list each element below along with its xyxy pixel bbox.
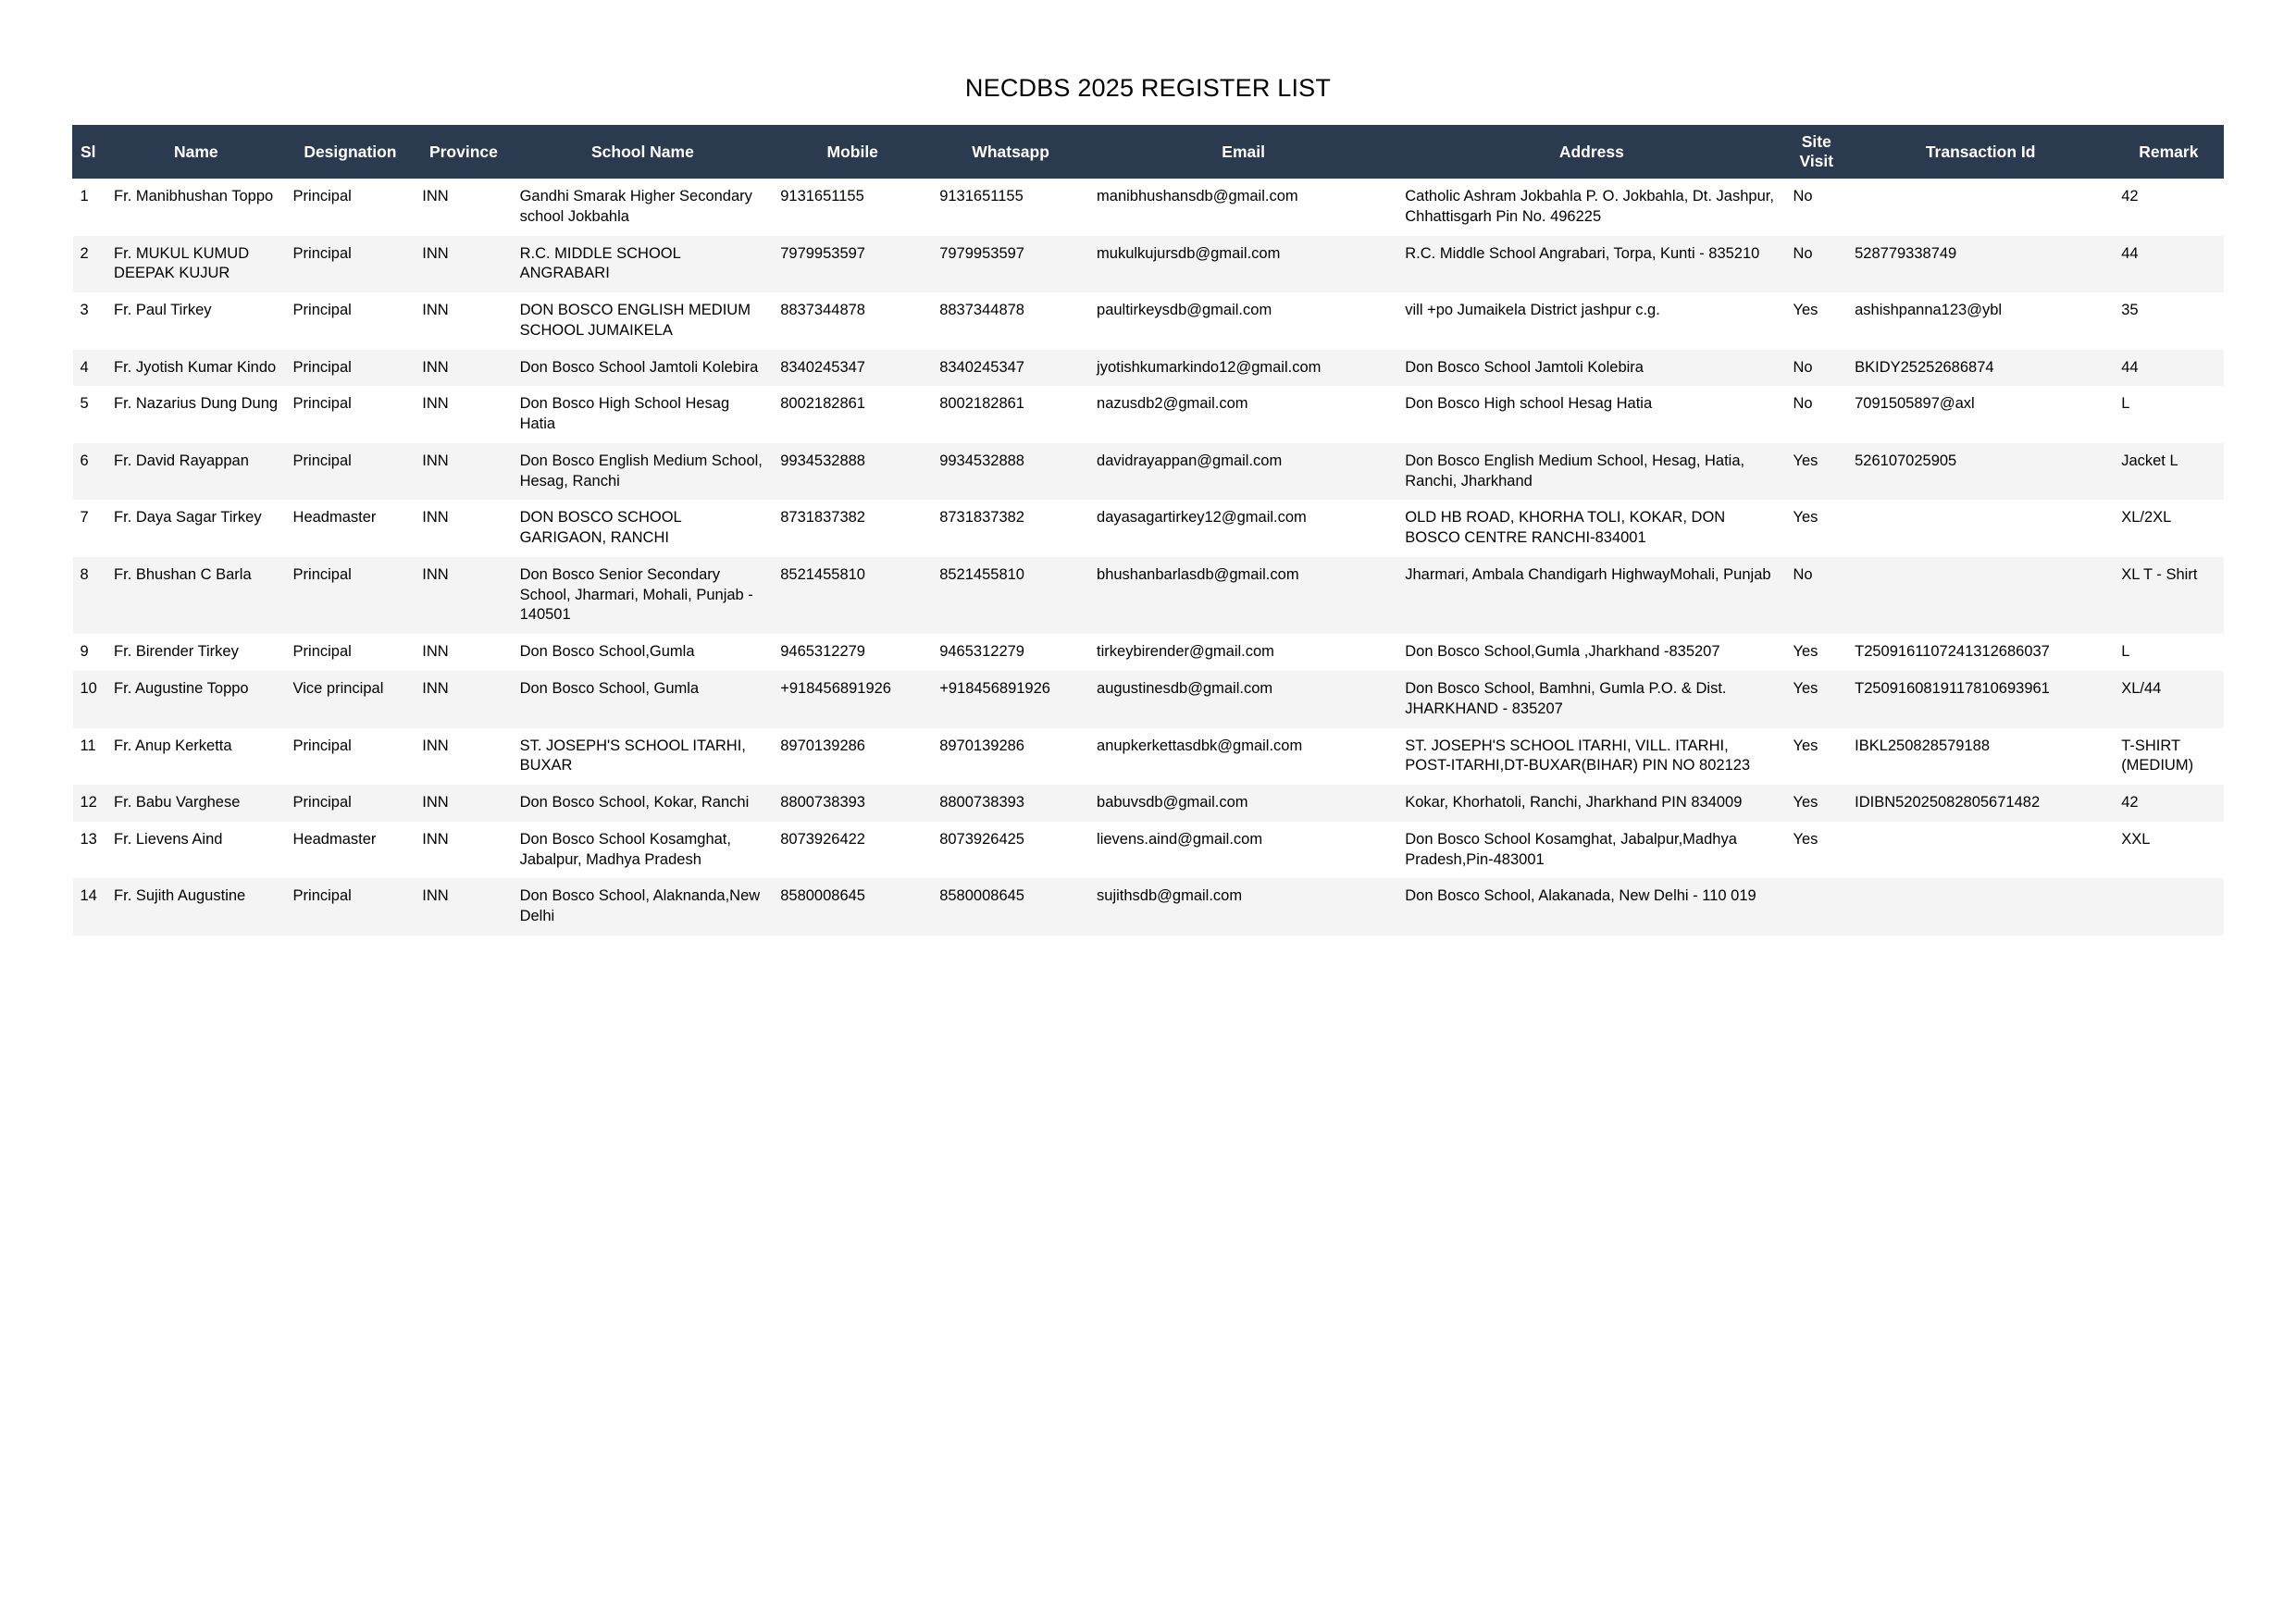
cell-whatsapp: 9465312279 <box>939 643 1024 661</box>
column-header-site-visit: Site Visit <box>1785 126 1847 179</box>
cell-mobile: 8073926422 <box>780 830 865 848</box>
cell-designation: Vice principal <box>292 680 384 698</box>
cell-whatsapp: 8800738393 <box>939 794 1024 812</box>
cell-address: R.C. Middle School Angrabari, Torpa, Kunti - 835210 <box>1405 244 1760 262</box>
cell-designation: Principal <box>292 395 352 413</box>
cell-address: Don Bosco School Kosamghat, Jabalpur,Madhya Pradesh,Pin-483001 <box>1405 830 1737 868</box>
cell-designation: Principal <box>292 737 352 754</box>
cell-province: INN <box>422 509 449 527</box>
cell-remark: Jacket L <box>2121 452 2178 469</box>
cell-site-visit: No <box>1793 395 1813 413</box>
cell-email: lievens.aind@gmail.com <box>1097 830 1263 848</box>
cell-name: Fr. Birender Tirkey <box>114 643 239 661</box>
cell-school-name: Don Bosco School, Gumla <box>519 680 700 698</box>
cell-site-visit: Yes <box>1793 302 1818 319</box>
cell-address: Jharmari, Ambala Chandigarh HighwayMohali, Punjab <box>1405 565 1771 583</box>
cell-remark: 44 <box>2121 244 2139 262</box>
table-row <box>73 500 2224 557</box>
cell-email: paultirkeysdb@gmail.com <box>1097 302 1272 319</box>
column-header-mobile: Mobile <box>773 126 932 179</box>
cell-whatsapp: 8340245347 <box>939 358 1024 376</box>
cell-province: INN <box>422 565 449 583</box>
cell-mobile: 7979953597 <box>780 244 865 262</box>
cell-name: Fr. Babu Varghese <box>114 794 241 812</box>
cell-email: mukulkujursdb@gmail.com <box>1097 244 1281 262</box>
page-title: NECDBS 2025 REGISTER LIST <box>964 74 1332 102</box>
cell-whatsapp: 7979953597 <box>939 244 1024 262</box>
cell-province: INN <box>422 643 449 661</box>
column-header-remark: Remark <box>2114 126 2223 179</box>
table-row <box>73 443 2224 501</box>
cell-transaction-id <box>1847 822 2114 879</box>
cell-whatsapp: 8970139286 <box>939 737 1024 754</box>
cell-mobile: 8970139286 <box>780 737 865 754</box>
column-header-designation: Designation <box>286 126 416 179</box>
cell-mobile: 9131651155 <box>780 188 864 204</box>
cell-email: anupkerkettasdbk@gmail.com <box>1097 737 1303 754</box>
cell-province: INN <box>422 395 449 413</box>
cell-remark: XXL <box>2121 830 2151 848</box>
cell-school-name: DON BOSCO ENGLISH MEDIUM SCHOOL JUMAIKELA <box>519 302 751 339</box>
cell-mobile: 8837344878 <box>780 302 865 319</box>
column-header-email: Email <box>1089 126 1397 179</box>
cell-sl: 5 <box>80 395 89 413</box>
cell-transaction-id: BKIDY25252686874 <box>1855 358 1994 376</box>
column-header-name: Name <box>106 126 285 179</box>
cell-transaction-id: IBKL250828579188 <box>1855 737 1990 754</box>
cell-site-visit: No <box>1793 188 1813 204</box>
cell-remark: XL/44 <box>2121 680 2162 698</box>
cell-remark: 42 <box>2121 794 2139 812</box>
cell-designation: Headmaster <box>292 509 377 527</box>
cell-email: manibhushansdb@gmail.com <box>1097 188 1298 204</box>
cell-whatsapp: +918456891926 <box>939 680 1050 698</box>
cell-transaction-id <box>1847 557 2114 634</box>
cell-email: sujithsdb@gmail.com <box>1097 887 1243 905</box>
cell-transaction-id <box>1847 500 2114 557</box>
cell-designation: Principal <box>292 188 352 204</box>
cell-address: Catholic Ashram Jokbahla P. O. Jokbahla, Dt. Jashpur, Chhattisgarh Pin No. 496225 <box>1405 188 1774 225</box>
cell-school-name: Don Bosco High School Hesag Hatia <box>519 395 730 433</box>
cell-whatsapp: 8837344878 <box>939 302 1024 319</box>
cell-whatsapp: 8731837382 <box>939 509 1024 527</box>
column-header-province: Province <box>415 126 512 179</box>
cell-designation: Headmaster <box>292 830 377 848</box>
cell-sl: 12 <box>80 794 97 812</box>
cell-site-visit: Yes <box>1793 737 1818 754</box>
cell-designation: Principal <box>292 794 352 812</box>
cell-mobile: 8580008645 <box>780 887 865 905</box>
cell-mobile: 8340245347 <box>780 358 865 376</box>
cell-remark: 42 <box>2121 188 2139 204</box>
cell-address: OLD HB ROAD, KHORHA TOLI, KOKAR, DON BOSCO CENTRE RANCHI-834001 <box>1405 509 1726 547</box>
cell-address: Don Bosco School, Bamhni, Gumla P.O. & Dist. JHARKHAND - 835207 <box>1405 680 1727 717</box>
cell-remark: L <box>2121 395 2130 413</box>
table-row <box>73 292 2224 350</box>
cell-remark: XL T - Shirt <box>2121 565 2198 583</box>
cell-transaction-id: 528779338749 <box>1855 244 1957 262</box>
table-row <box>73 671 2224 728</box>
cell-name: Fr. Augustine Toppo <box>114 680 249 698</box>
cell-name: Fr. Daya Sagar Tirkey <box>114 509 262 527</box>
cell-transaction-id <box>1847 179 2114 236</box>
cell-sl: 7 <box>80 509 89 527</box>
cell-email: bhushanbarlasdb@gmail.com <box>1097 565 1299 583</box>
column-header-address: Address <box>1397 126 1785 179</box>
cell-name: Fr. Lievens Aind <box>114 830 223 848</box>
register-table-container <box>0 125 2296 935</box>
cell-email: davidrayappan@gmail.com <box>1097 452 1283 469</box>
cell-sl: 2 <box>80 244 89 262</box>
cell-school-name: Don Bosco School Kosamghat, Jabalpur, Madhya Pradesh <box>519 830 731 868</box>
cell-school-name: DON BOSCO SCHOOL GARIGAON, RANCHI <box>519 509 682 547</box>
cell-sl: 9 <box>80 643 89 661</box>
cell-name: Fr. David Rayappan <box>114 452 249 469</box>
cell-name: Fr. Manibhushan Toppo <box>114 188 274 204</box>
cell-province: INN <box>422 737 449 754</box>
cell-site-visit <box>1785 878 1847 935</box>
cell-site-visit: No <box>1793 565 1813 583</box>
cell-transaction-id: 7091505897@axl <box>1855 395 1975 413</box>
cell-school-name: Don Bosco School, Alaknanda,New Delhi <box>519 887 761 925</box>
cell-sl: 8 <box>80 565 89 583</box>
cell-province: INN <box>422 680 449 698</box>
cell-sl: 1 <box>80 188 89 204</box>
cell-remark: 44 <box>2121 358 2139 376</box>
cell-site-visit: Yes <box>1793 509 1818 527</box>
cell-transaction-id: T2509161107241312686037 <box>1855 643 2050 661</box>
cell-email: jyotishkumarkindo12@gmail.com <box>1097 358 1322 376</box>
table-header-row <box>73 126 2224 179</box>
cell-province: INN <box>422 358 449 376</box>
table-row <box>73 785 2224 822</box>
cell-whatsapp: 8521455810 <box>939 565 1024 583</box>
cell-email: augustinesdb@gmail.com <box>1097 680 1273 698</box>
cell-whatsapp: 9131651155 <box>939 188 1024 204</box>
cell-mobile: 8800738393 <box>780 794 865 812</box>
cell-province: INN <box>422 887 449 905</box>
cell-site-visit: Yes <box>1793 643 1818 661</box>
cell-mobile: +918456891926 <box>780 680 891 698</box>
table-row <box>73 822 2224 879</box>
cell-sl: 10 <box>80 680 97 698</box>
cell-province: INN <box>422 188 449 204</box>
cell-sl: 4 <box>80 358 89 376</box>
cell-sl: 13 <box>80 830 97 848</box>
cell-remark: XL/2XL <box>2121 509 2172 527</box>
cell-name: Fr. Jyotish Kumar Kindo <box>114 358 277 376</box>
cell-remark: L <box>2121 643 2130 661</box>
cell-sl: 6 <box>80 452 89 469</box>
cell-address: Don Bosco English Medium School, Hesag, Hatia, Ranchi, Jharkhand <box>1405 452 1745 489</box>
cell-designation: Principal <box>292 358 352 376</box>
cell-name: Fr. Anup Kerketta <box>114 737 232 754</box>
cell-email: babuvsdb@gmail.com <box>1097 794 1248 812</box>
cell-whatsapp: 8002182861 <box>939 395 1024 413</box>
cell-province: INN <box>422 302 449 319</box>
cell-province: INN <box>422 830 449 848</box>
cell-address: vill +po Jumaikela District jashpur c.g. <box>1405 302 1660 319</box>
cell-whatsapp: 9934532888 <box>939 452 1024 469</box>
cell-whatsapp: 8073926425 <box>939 830 1024 848</box>
cell-designation: Principal <box>292 565 352 583</box>
cell-transaction-id: ashishpanna123@ybl <box>1855 302 2003 319</box>
cell-school-name: Don Bosco Senior Secondary School, Jharmari, Mohali, Punjab - 140501 <box>519 565 753 624</box>
cell-name: Fr. MUKUL KUMUD DEEPAK KUJUR <box>114 244 250 282</box>
cell-email: nazusdb2@gmail.com <box>1097 395 1248 413</box>
table-row <box>73 878 2224 935</box>
cell-designation: Principal <box>292 643 352 661</box>
cell-address: Don Bosco School, Alakanada, New Delhi - 110 019 <box>1405 887 1756 905</box>
table-row <box>73 386 2224 443</box>
cell-province: INN <box>422 244 449 262</box>
column-header-transaction-id: Transaction Id <box>1847 126 2114 179</box>
cell-mobile: 9934532888 <box>780 452 865 469</box>
cell-site-visit: Yes <box>1793 794 1818 812</box>
cell-mobile: 8002182861 <box>780 395 865 413</box>
cell-site-visit: Yes <box>1793 452 1818 469</box>
cell-school-name: Don Bosco School, Kokar, Ranchi <box>519 794 750 812</box>
cell-address: Don Bosco School,Gumla ,Jharkhand -835207 <box>1405 643 1720 661</box>
cell-remark: T-SHIRT (MEDIUM) <box>2121 737 2194 774</box>
column-header-sl: Sl <box>73 126 107 179</box>
cell-school-name: Gandhi Smarak Higher Secondary school Jokbahla <box>519 188 752 225</box>
cell-transaction-id <box>1847 878 2114 935</box>
table-header <box>73 126 2224 179</box>
cell-name: Fr. Sujith Augustine <box>114 887 246 905</box>
cell-school-name: Don Bosco School Jamtoli Kolebira <box>519 358 759 376</box>
cell-designation: Principal <box>292 887 352 905</box>
cell-address: Don Bosco High school Hesag Hatia <box>1405 395 1653 413</box>
cell-mobile: 9465312279 <box>780 643 865 661</box>
cell-name: Fr. Bhushan C Barla <box>114 565 252 583</box>
table-row <box>73 179 2224 236</box>
cell-name: Fr. Nazarius Dung Dung <box>114 395 279 413</box>
cell-province: INN <box>422 794 449 812</box>
cell-whatsapp: 8580008645 <box>939 887 1024 905</box>
table-row <box>73 557 2224 634</box>
cell-designation: Principal <box>292 302 352 319</box>
cell-school-name: ST. JOSEPH'S SCHOOL ITARHI, BUXAR <box>519 737 746 774</box>
cell-name: Fr. Paul Tirkey <box>114 302 212 319</box>
register-table <box>72 125 2224 935</box>
cell-address: Kokar, Khorhatoli, Ranchi, Jharkhand PIN 834009 <box>1405 794 1743 812</box>
cell-school-name: Don Bosco English Medium School, Hesag, Ranchi <box>519 452 763 489</box>
cell-address: ST. JOSEPH'S SCHOOL ITARHI, VILL. ITARHI, POST-ITARHI,DT-BUXAR(BIHAR) PIN NO 802123 <box>1405 737 1751 774</box>
table-row <box>73 350 2224 387</box>
cell-site-visit: Yes <box>1793 830 1818 848</box>
table-row <box>73 728 2224 786</box>
column-header-whatsapp: Whatsapp <box>932 126 1089 179</box>
cell-transaction-id: IDIBN52025082805671482 <box>1855 794 2041 812</box>
table-body <box>73 179 2224 935</box>
cell-site-visit: No <box>1793 358 1813 376</box>
cell-designation: Principal <box>292 452 352 469</box>
cell-sl: 11 <box>80 737 96 754</box>
cell-remark <box>2114 878 2223 935</box>
cell-email: tirkeybirender@gmail.com <box>1097 643 1274 661</box>
cell-remark: 35 <box>2121 302 2139 319</box>
cell-address: Don Bosco School Jamtoli Kolebira <box>1405 358 1644 376</box>
cell-school-name: Don Bosco School,Gumla <box>519 643 695 661</box>
cell-province: INN <box>422 452 449 469</box>
cell-school-name: R.C. MIDDLE SCHOOL ANGRABARI <box>519 244 681 282</box>
cell-mobile: 8521455810 <box>780 565 865 583</box>
column-header-school-name: School Name <box>513 126 774 179</box>
cell-sl: 14 <box>80 887 97 905</box>
cell-email: dayasagartirkey12@gmail.com <box>1097 509 1307 527</box>
table-row <box>73 634 2224 671</box>
cell-site-visit: No <box>1793 244 1813 262</box>
cell-mobile: 8731837382 <box>780 509 865 527</box>
cell-sl: 3 <box>80 302 89 319</box>
cell-transaction-id: T2509160819117810693961 <box>1855 680 2050 698</box>
cell-designation: Principal <box>292 244 352 262</box>
cell-site-visit: Yes <box>1793 680 1818 698</box>
table-row <box>73 236 2224 293</box>
cell-transaction-id: 526107025905 <box>1855 452 1957 469</box>
